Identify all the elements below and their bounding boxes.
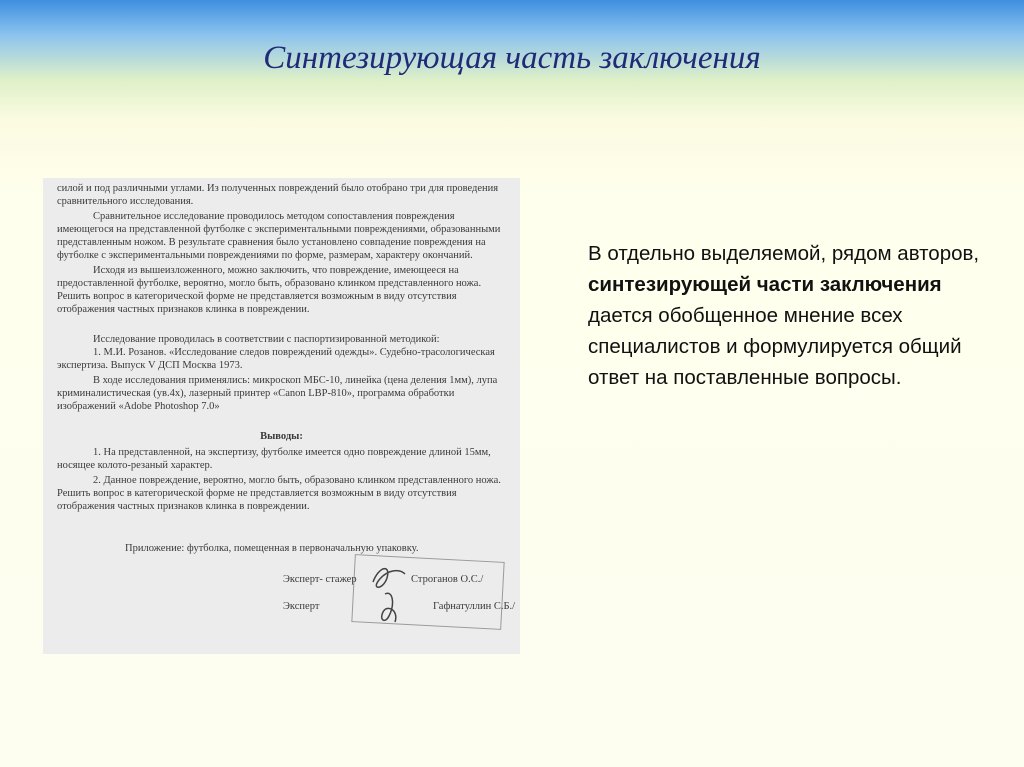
doc-line: представленным ножом. В результате сравнения было установлено совпадение повреждения на	[57, 237, 486, 248]
doc-line: 2. Данное повреждение, вероятно, могло быть, образовано клинком представленного ножа.	[93, 475, 501, 486]
signature-role: Эксперт- стажер	[283, 574, 357, 585]
body-text	[588, 238, 988, 393]
doc-line: Решить вопрос в категорической форме не представляется возможным в виду отсутствия	[57, 488, 457, 499]
doc-heading: Выводы:	[260, 431, 303, 442]
doc-line: носящее колото-резаный характер.	[57, 460, 213, 471]
doc-line: имеющегося на представленной футболке с экспериментальными повреждениями, образованными	[57, 224, 501, 235]
doc-line: В ходе исследования применялись: микроскоп МБС-10, линейка (цена деления 1мм), лупа	[93, 375, 498, 386]
doc-line: Исследование проводилась в соответствии с паспортизированной методикой:	[93, 334, 440, 345]
doc-line: криминалистическая (ув.4х), лазерный принтер «Canon LBP-810», программа обработки	[57, 388, 455, 399]
signature-scribble	[365, 560, 425, 630]
doc-line: отображения частных признаков клинка в повреждении.	[57, 501, 310, 512]
doc-line: предоставленной футболке, вероятно, могло быть, образовано клинком представленного ножа.	[57, 278, 482, 289]
doc-line: Сравнительное исследование проводилось методом сопоставления повреждения	[93, 211, 455, 222]
body-text-bold: синтезирующей части заключения	[588, 273, 942, 296]
doc-appendix: Приложение: футболка, помещенная в первоначальную упаковку.	[125, 543, 419, 554]
doc-line: 1. М.И. Розанов. «Исследование следов повреждений одежды». Судебно-трасологическая	[93, 347, 495, 358]
signature-name: Гафнатуллин С.Б./	[433, 601, 516, 612]
signature-role: Эксперт	[283, 601, 320, 612]
doc-line: Решить вопрос в категорической форме не представляется возможным в виду отсутствия	[57, 291, 457, 302]
doc-line: 1. На представленной, на экспертизу, футболке имеется одно повреждение длиной 15мм,	[93, 447, 491, 458]
doc-line: экспертиза. Выпуск V ДСП Москва 1973.	[57, 360, 243, 371]
doc-line: отображения частных признаков клинка в повреждении.	[57, 304, 310, 315]
doc-line: сравнительного исследования.	[57, 196, 194, 207]
doc-line: Исходя из вышеизложенного, можно заключить, что повреждение, имеющееся на	[93, 265, 459, 276]
doc-line: силой и под различными углами. Из полученных повреждений было отобрано три для проведения	[57, 183, 499, 194]
doc-line: изображений «Adobe Photoshop 7.0»	[57, 401, 220, 412]
body-text-part2: дается обобщенное мнение всех специалистов и формулируется общий ответ на поставленные вопросы.	[588, 304, 962, 389]
doc-line: футболке с экспериментальными повреждениями по форме, размерам, характеру окончаний.	[57, 250, 473, 261]
body-text-part1: В отдельно выделяемой, рядом авторов,	[588, 242, 980, 265]
scanned-document	[43, 178, 520, 654]
signature-name: Строганов О.С./	[411, 574, 484, 585]
slide-title: Синтезирующая часть заключения	[263, 40, 761, 76]
